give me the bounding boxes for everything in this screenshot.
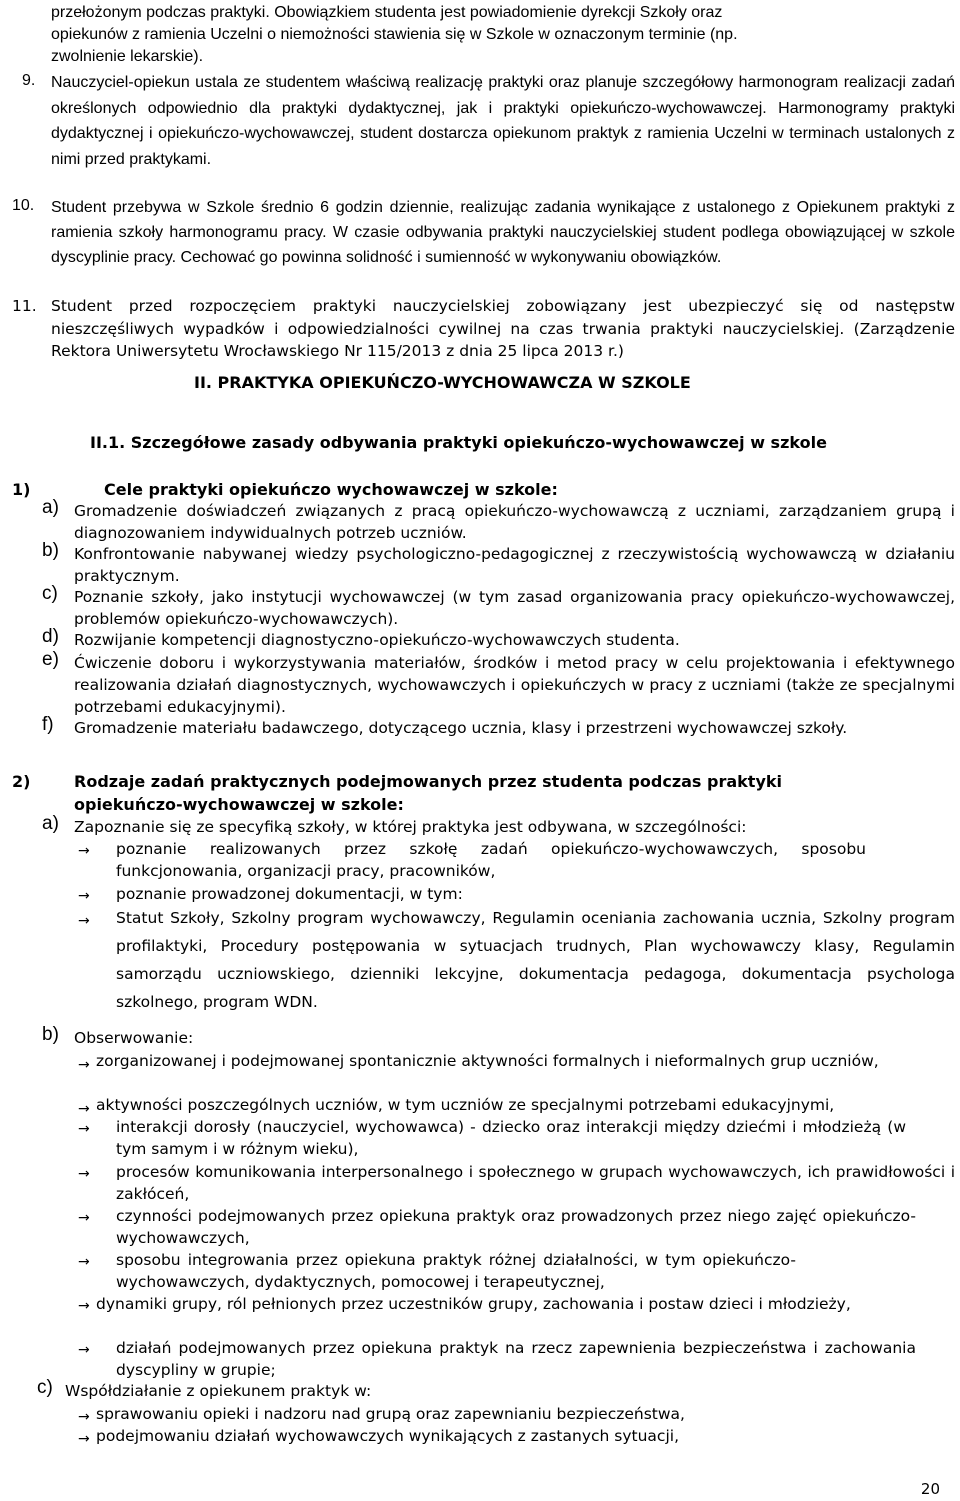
task-b-bullet-3: interakcji dorosły (nauczyciel, wychowawca) - dziecko oraz interakcji między dziećmi i młodzieżą (w tym samym i w różnym wieku),	[116, 1118, 906, 1158]
goal-c-letter: c)	[42, 583, 58, 604]
item-11-text: Student przed rozpoczęciem praktyki nauczycielskiej zobowiązany jest ubezpieczyć się od następstw nieszczęśliwych wypadków i odpowiedzialności cywilnej na czas trwania praktyki nauczycielskiej. (Zarządzenie Rektora Uniwersytetu Wrocławskiego Nr 115/2013 z dnia 25 lipca 2013 r.)	[51, 297, 955, 360]
tasks-title-line-1: Rodzaje zadań praktycznych podejmowanych przez studenta podczas praktyki	[74, 772, 782, 791]
arrow-icon: →	[78, 843, 90, 859]
arrow-icon: →	[78, 1431, 90, 1447]
goal-a-text: Gromadzenie doświadczeń związanych z pracą opiekuńczo-wychowawczą z uczniami, zarządzaniem grupą i diagnozowaniem indywidualnych potrzeb uczniów.	[74, 502, 955, 542]
intro-line-1: przełożonym podczas praktyki. Obowiązkiem studenta jest powiadomienie dyrekcji Szkoły oraz	[51, 4, 723, 21]
goals-number: 1)	[12, 480, 31, 499]
task-b-bullet-1: zorganizowanej i podejmowanej spontanicznie aktywności formalnych i nieformalnych grup uczniów,	[96, 1052, 879, 1070]
goal-e-letter: e)	[42, 649, 59, 670]
item-9-text: Nauczyciel-opiekun ustala ze studentem właściwą realizację praktyki oraz planuje szczegółowy harmonogram realizacji zadań określonych odpowiednio dla praktyki dydaktycznej, jak i praktyki opiekuńczo-wychowawczej. Harmonogramy praktyki dydaktycznej i opiekuńczo-wychowawczej, student dostarcza opiekunom praktyk z ramienia Uczelni w terminach ustalonych z nimi przed praktykami.	[51, 74, 955, 168]
item-11-number: 11.	[12, 297, 37, 315]
goal-f-letter: f)	[42, 714, 54, 735]
goal-d-letter: d)	[42, 626, 59, 647]
task-a-text: Zapoznanie się ze specyfiką szkoły, w której praktyka jest odbywana, w szczególności:	[74, 818, 747, 836]
intro-line-3: zwolnienie lekarskie).	[51, 48, 204, 65]
arrow-icon: →	[78, 1409, 90, 1425]
tasks-title-line-2: opiekuńczo-wychowawczej w szkole:	[74, 795, 404, 814]
task-b-bullet-8: działań podejmowanych przez opiekuna praktyk na rzecz zapewnienia bezpieczeństwa i zachowania dyscypliny w grupie;	[116, 1339, 916, 1379]
goal-f-text: Gromadzenie materiału badawczego, dotyczącego ucznia, klasy i przestrzeni wychowawczej szkoły.	[74, 719, 848, 737]
goal-b-letter: b)	[42, 540, 59, 561]
task-b-bullet-4: procesów komunikowania interpersonalnego i społecznego w grupach wychowawczych, ich prawidłowości i zakłóceń,	[116, 1163, 955, 1203]
task-c-text: Współdziałanie z opiekunem praktyk w:	[65, 1382, 372, 1400]
arrow-icon: →	[78, 1121, 90, 1137]
arrow-icon: →	[78, 1254, 90, 1270]
goals-title: Cele praktyki opiekuńczo wychowawczej w szkole:	[104, 480, 558, 499]
goal-e-text: Ćwiczenie doboru i wykorzystywania materiałów, środków i metod pracy w celu projektowania i efektywnego realizowania działań diagnostycznych, wychowawczych i opiekuńczych w pracy z uczniami (także ze specjalnymi potrzebami edukacyjnymi).	[74, 654, 955, 716]
task-b-bullet-5: czynności podejmowanych przez opiekuna praktyk oraz prowadzonych przez niego zajęć opiekuńczo-wychowawczych,	[116, 1207, 916, 1247]
task-a-bullet-3: Statut Szkoły, Szkolny program wychowawczy, Regulamin oceniania zachowania ucznia, Szkolny program profilaktyki, Procedury postępowania w sytuacjach trudnych, Plan wychowawczy klasy, Regulamin samorządu uczniowskiego, dzienniki lekcyjne, dokumentacja pedagoga, dokumentacja psychologa szkolnego, program WDN.	[116, 909, 955, 1011]
arrow-icon: →	[78, 1298, 90, 1314]
arrow-icon: →	[78, 1101, 90, 1117]
item-9-number: 9.	[22, 72, 36, 89]
task-b-bullet-7: dynamiki grupy, ról pełnionych przez uczestników grupy, zachowania i postaw dzieci i młodzieży,	[96, 1295, 851, 1313]
section-title: II. PRAKTYKA OPIEKUŃCZO-WYCHOWAWCZA W SZKOLE	[194, 373, 691, 392]
arrow-icon: →	[78, 1166, 90, 1182]
item-10-number: 10.	[12, 197, 35, 214]
task-a-letter: a)	[42, 813, 59, 834]
task-b-bullet-2: aktywności poszczególnych uczniów, w tym uczniów ze specjalnymi potrzebami edukacyjnymi,	[96, 1096, 835, 1114]
arrow-icon: →	[78, 888, 90, 904]
goal-a-letter: a)	[42, 497, 59, 518]
arrow-icon: →	[78, 1342, 90, 1358]
arrow-icon: →	[78, 913, 90, 929]
item-10-text: Student przebywa w Szkole średnio 6 godzin dziennie, realizując zadania wynikające z ustalonego z Opiekunem praktyki z ramienia szkoły harmonogramu pracy. W czasie odbywania praktyki nauczycielskiej student podlega obowiązującej w szkole dyscyplinie pracy. Cechować go powinna solidność i sumienność w wykonywaniu obowiązków.	[51, 199, 955, 266]
task-b-text: Obserwowanie:	[74, 1029, 194, 1047]
goal-b-text: Konfrontowanie nabywanej wiedzy psychologiczno-pedagogicznej z rzeczywistością wychowawczą w działaniu praktycznym.	[74, 545, 955, 585]
task-b-bullet-6: sposobu integrowania przez opiekuna praktyk różnej działalności, w tym opiekuńczo-wychowawczych, dydaktycznych, pomocowej i terapeutycznej,	[116, 1251, 796, 1291]
subsection-title: II.1. Szczegółowe zasady odbywania praktyki opiekuńczo-wychowawczej w szkole	[90, 433, 827, 452]
task-b-letter: b)	[42, 1024, 59, 1045]
goal-c-text: Poznanie szkoły, jako instytucji wychowawczej (w tym zasad organizowania pracy opiekuńczo-wychowawczej, problemów opiekuńczo-wychowawczych).	[74, 588, 955, 628]
task-a-bullet-2: poznanie prowadzonej dokumentacji, w tym:	[116, 885, 463, 903]
task-c-bullet-2: podejmowaniu działań wychowawczych wynikających z zastanych sytuacji,	[96, 1427, 679, 1445]
task-a-bullet-1: poznanie realizowanych przez szkołę zadań opiekuńczo-wychowawczych, sposobu funkcjonowania, organizacji pracy, pracowników,	[116, 840, 866, 880]
arrow-icon: →	[78, 1210, 90, 1226]
intro-line-2: opiekunów z ramienia Uczelni o niemożności stawienia się w Szkole w oznaczonym terminie (np.	[51, 26, 738, 43]
task-c-letter: c)	[37, 1377, 53, 1398]
task-c-bullet-1: sprawowaniu opieki i nadzoru nad grupą oraz zapewnianiu bezpieczeństwa,	[96, 1405, 685, 1423]
goal-d-text: Rozwijanie kompetencji diagnostyczno-opiekuńczo-wychowawczych studenta.	[74, 631, 680, 649]
tasks-number: 2)	[12, 772, 31, 791]
page-number: 20	[920, 1480, 940, 1498]
arrow-icon: →	[78, 1057, 90, 1073]
